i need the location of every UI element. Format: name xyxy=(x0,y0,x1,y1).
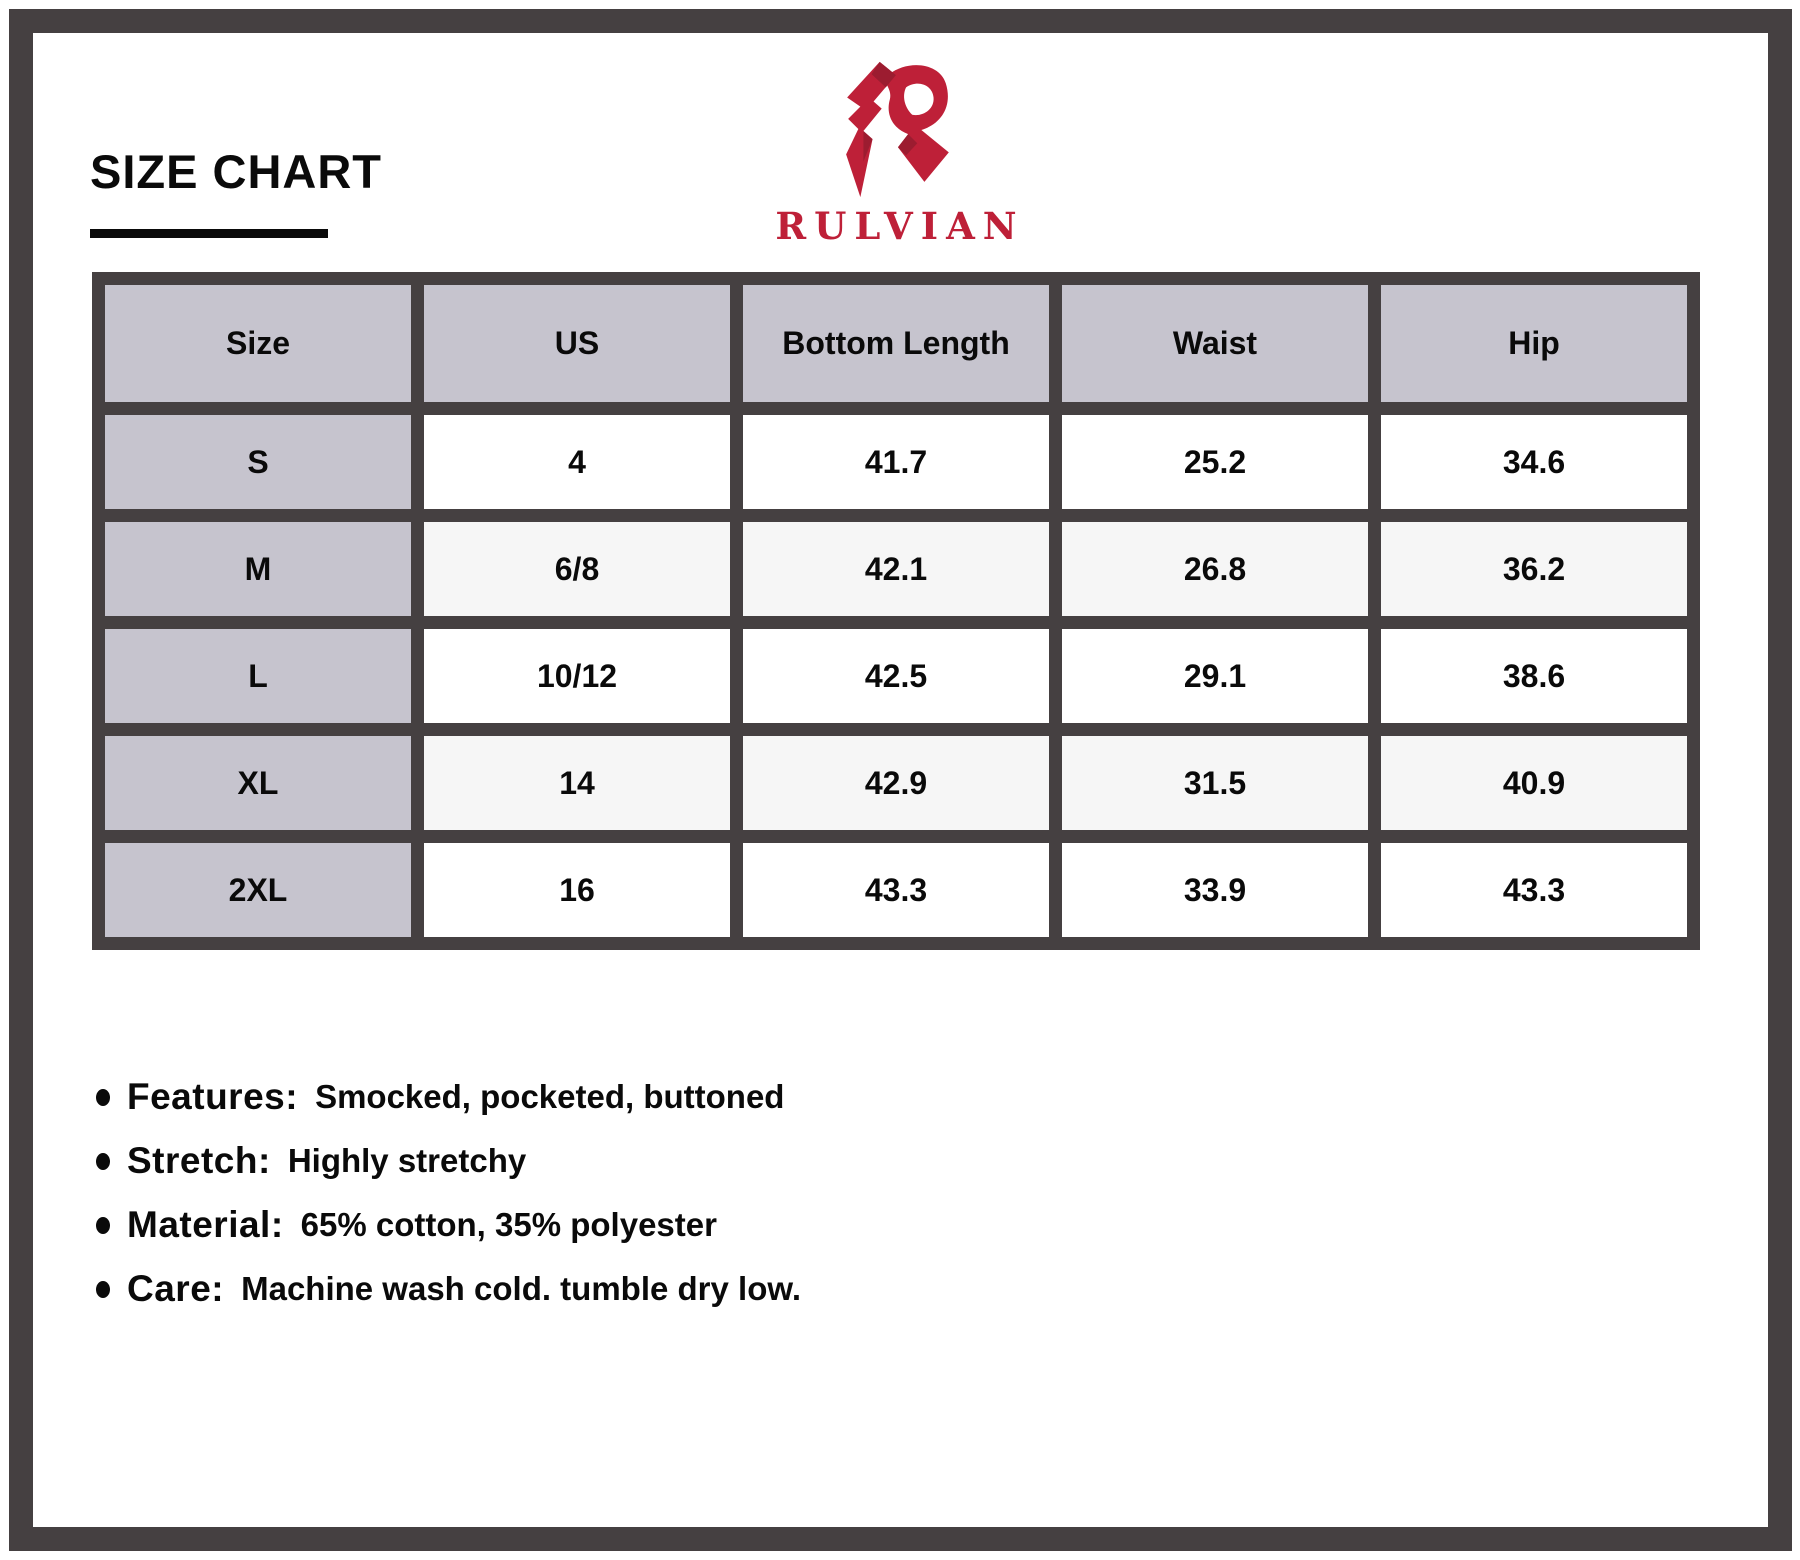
cell-2xl-hip: 43.3 xyxy=(1375,837,1694,944)
cell-m-hip: 36.2 xyxy=(1375,516,1694,623)
detail-item-stretch xyxy=(96,1136,801,1186)
brand-r-logo-icon xyxy=(839,56,961,202)
column-header-hip: Hip xyxy=(1375,279,1694,409)
table-header-row xyxy=(99,279,1694,409)
size-row-xl xyxy=(99,730,1694,837)
detail-label-material: Material: xyxy=(127,1204,284,1245)
size-label-m: M xyxy=(99,516,418,623)
bullet-icon xyxy=(96,1281,110,1298)
size-row-m xyxy=(99,516,1694,623)
detail-label-care: Care: xyxy=(127,1268,225,1309)
size-row-l xyxy=(99,623,1694,730)
detail-value-features: Smocked, pocketed, buttoned xyxy=(315,1078,785,1115)
size-label-2xl: 2XL xyxy=(99,837,418,944)
size-row-s xyxy=(99,409,1694,516)
column-header-bottom-length: Bottom Length xyxy=(737,279,1056,409)
column-header-waist: Waist xyxy=(1056,279,1375,409)
size-label-xl: XL xyxy=(99,730,418,837)
bullet-icon xyxy=(96,1153,110,1170)
column-header-size: Size xyxy=(99,279,418,409)
detail-label-stretch: Stretch: xyxy=(127,1140,271,1181)
cell-s-waist: 25.2 xyxy=(1056,409,1375,516)
brand-logo xyxy=(0,56,1800,248)
detail-item-features xyxy=(96,1072,801,1122)
cell-l-waist: 29.1 xyxy=(1056,623,1375,730)
detail-value-stretch: Highly stretchy xyxy=(287,1142,527,1179)
cell-2xl-us: 16 xyxy=(418,837,737,944)
cell-s-bottom-length: 41.7 xyxy=(737,409,1056,516)
bullet-icon xyxy=(96,1217,110,1234)
cell-s-us: 4 xyxy=(418,409,737,516)
cell-l-bottom-length: 42.5 xyxy=(737,623,1056,730)
cell-l-us: 10/12 xyxy=(418,623,737,730)
size-label-l: L xyxy=(99,623,418,730)
cell-m-bottom-length: 42.1 xyxy=(737,516,1056,623)
product-details-list xyxy=(96,1072,801,1328)
column-header-us: US xyxy=(418,279,737,409)
cell-2xl-waist: 33.9 xyxy=(1056,837,1375,944)
cell-xl-waist: 31.5 xyxy=(1056,730,1375,837)
cell-l-hip: 38.6 xyxy=(1375,623,1694,730)
detail-value-material: 65% cotton, 35% polyester xyxy=(300,1206,717,1243)
page-title: SIZE CHART xyxy=(90,145,382,198)
detail-item-care xyxy=(96,1264,801,1314)
cell-xl-us: 14 xyxy=(418,730,737,837)
cell-xl-hip: 40.9 xyxy=(1375,730,1694,837)
detail-item-material xyxy=(96,1200,801,1250)
cell-m-waist: 26.8 xyxy=(1056,516,1375,623)
table-body xyxy=(99,409,1694,944)
detail-value-care: Machine wash cold. tumble dry low. xyxy=(241,1270,801,1307)
bullet-icon xyxy=(96,1089,110,1106)
size-chart-table xyxy=(92,272,1700,950)
detail-label-features: Features: xyxy=(127,1076,299,1117)
brand-wordmark: RULVIAN xyxy=(775,204,1025,248)
size-label-s: S xyxy=(99,409,418,516)
cell-m-us: 6/8 xyxy=(418,516,737,623)
cell-xl-bottom-length: 42.9 xyxy=(737,730,1056,837)
cell-s-hip: 34.6 xyxy=(1375,409,1694,516)
cell-2xl-bottom-length: 43.3 xyxy=(737,837,1056,944)
size-row-2xl xyxy=(99,837,1694,944)
